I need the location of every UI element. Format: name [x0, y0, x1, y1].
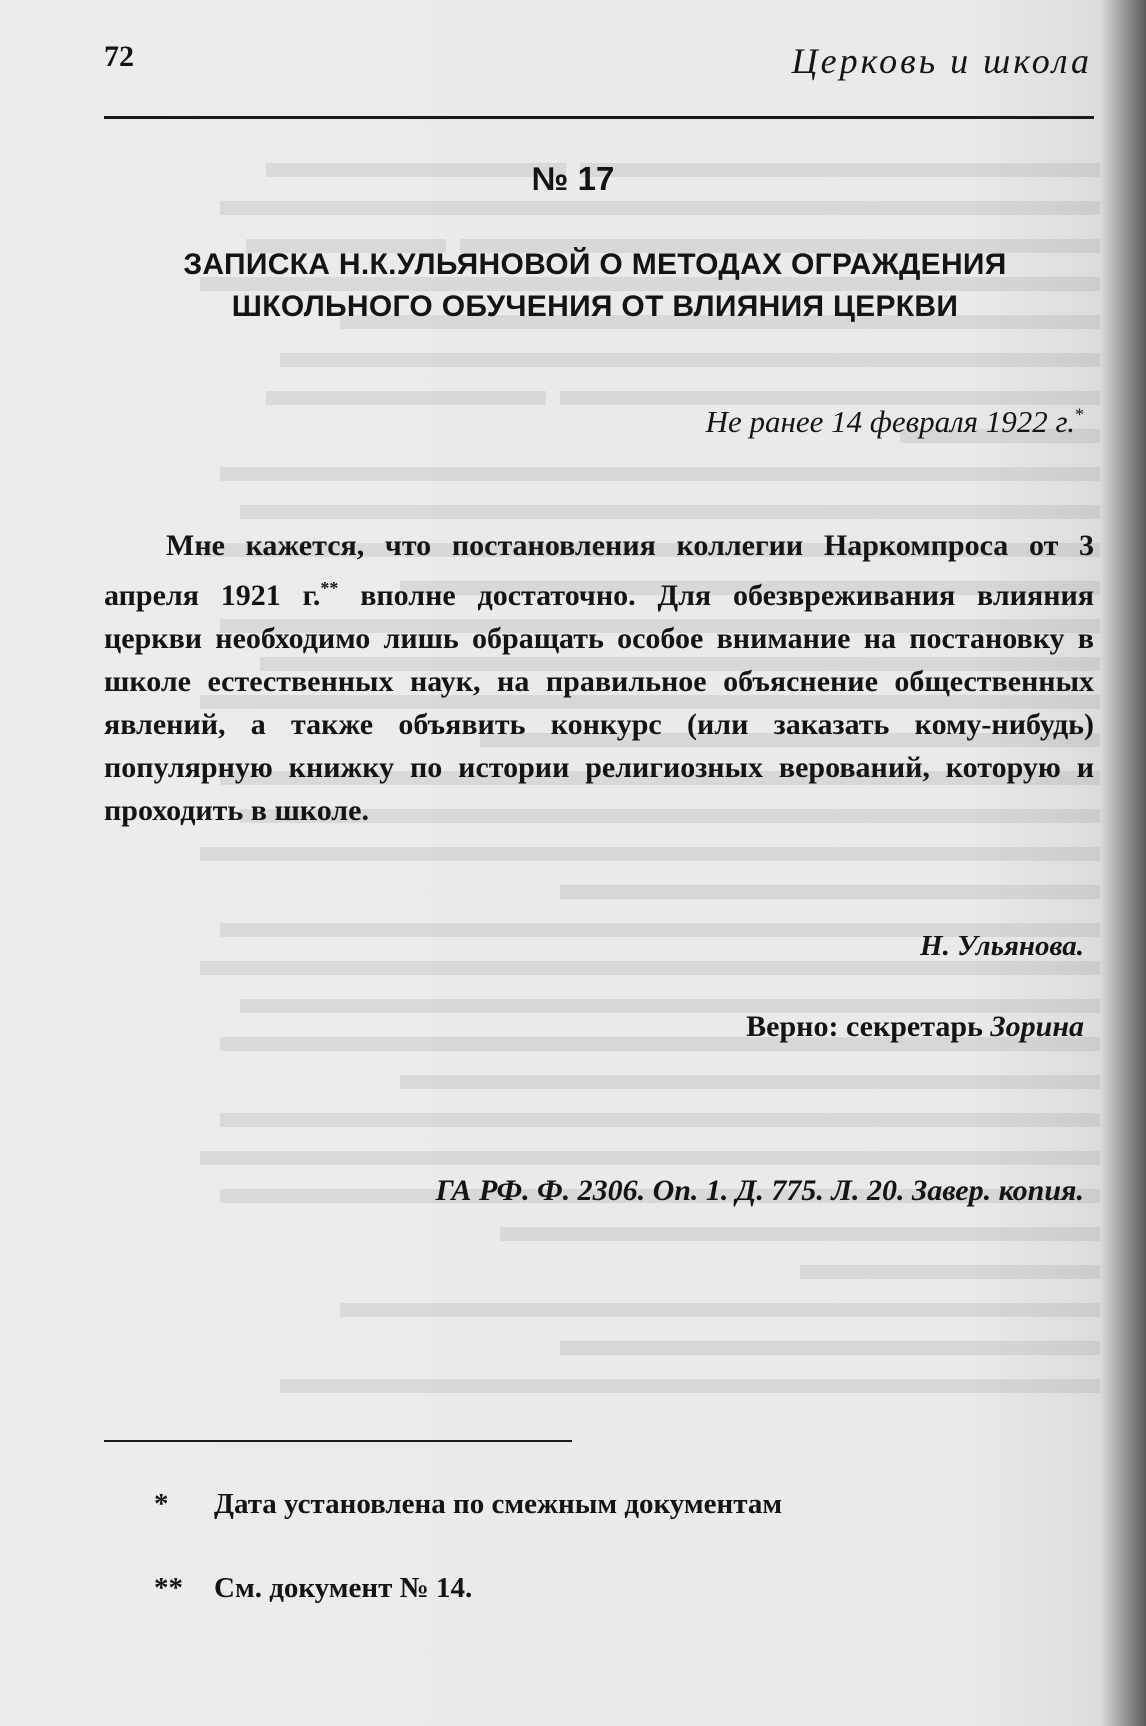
footnote-text: См. документ № 14.	[214, 1572, 473, 1604]
footnote-1	[154, 1488, 782, 1521]
page-number: 72	[104, 40, 134, 73]
date-footnote-mark: *	[1075, 404, 1084, 425]
document-title: ЗАПИСКА Н.К.УЛЬЯНОВОЙ О МЕТОДАХ ОГРАЖДЕНИЯ ШКОЛЬНОГО ОБУЧЕНИЯ ОТ ВЛИЯНИЯ ЦЕРКВИ	[183, 248, 1007, 323]
document-number: № 17	[531, 160, 615, 197]
footnote-rule	[104, 1440, 572, 1442]
header-rule	[104, 116, 1094, 119]
certified-label: Верно: секретарь	[746, 1010, 983, 1043]
certified-name: Зорина	[990, 1010, 1084, 1043]
footnote-text: Дата установлена по смежным документам	[214, 1488, 783, 1520]
body-footnote-mark: **	[320, 578, 339, 598]
date-text: Не ранее 14 февраля 1922 г.	[705, 404, 1075, 439]
archive-source: ГА РФ. Ф. 2306. Оп. 1. Д. 775. Л. 20. Завер. копия.	[435, 1174, 1084, 1207]
certification	[746, 1010, 1084, 1044]
document-body	[104, 524, 1094, 832]
footnote-mark: *	[154, 1488, 169, 1520]
body-part-1: Мне кажется, что постановления коллегии Наркомпроса от 3 апреля 1921 г.	[104, 529, 1094, 612]
signature: Н. Ульянова.	[920, 930, 1084, 962]
footnote-mark: **	[154, 1572, 183, 1604]
document-date	[706, 404, 1084, 440]
footnote-2	[154, 1572, 472, 1605]
body-part-2: вполне достаточно. Для обезвреживания влияния церкви необходимо лишь обращать особое внимание на постановку в школе естественных наук, на правильное объяснение общественных явлений, а также объявить конкурс (или заказать кому-нибудь) популярную книжку по истории религиозных верований, которую и проходить в школе.	[104, 579, 1094, 827]
running-title: Церковь и школа	[791, 41, 1092, 81]
